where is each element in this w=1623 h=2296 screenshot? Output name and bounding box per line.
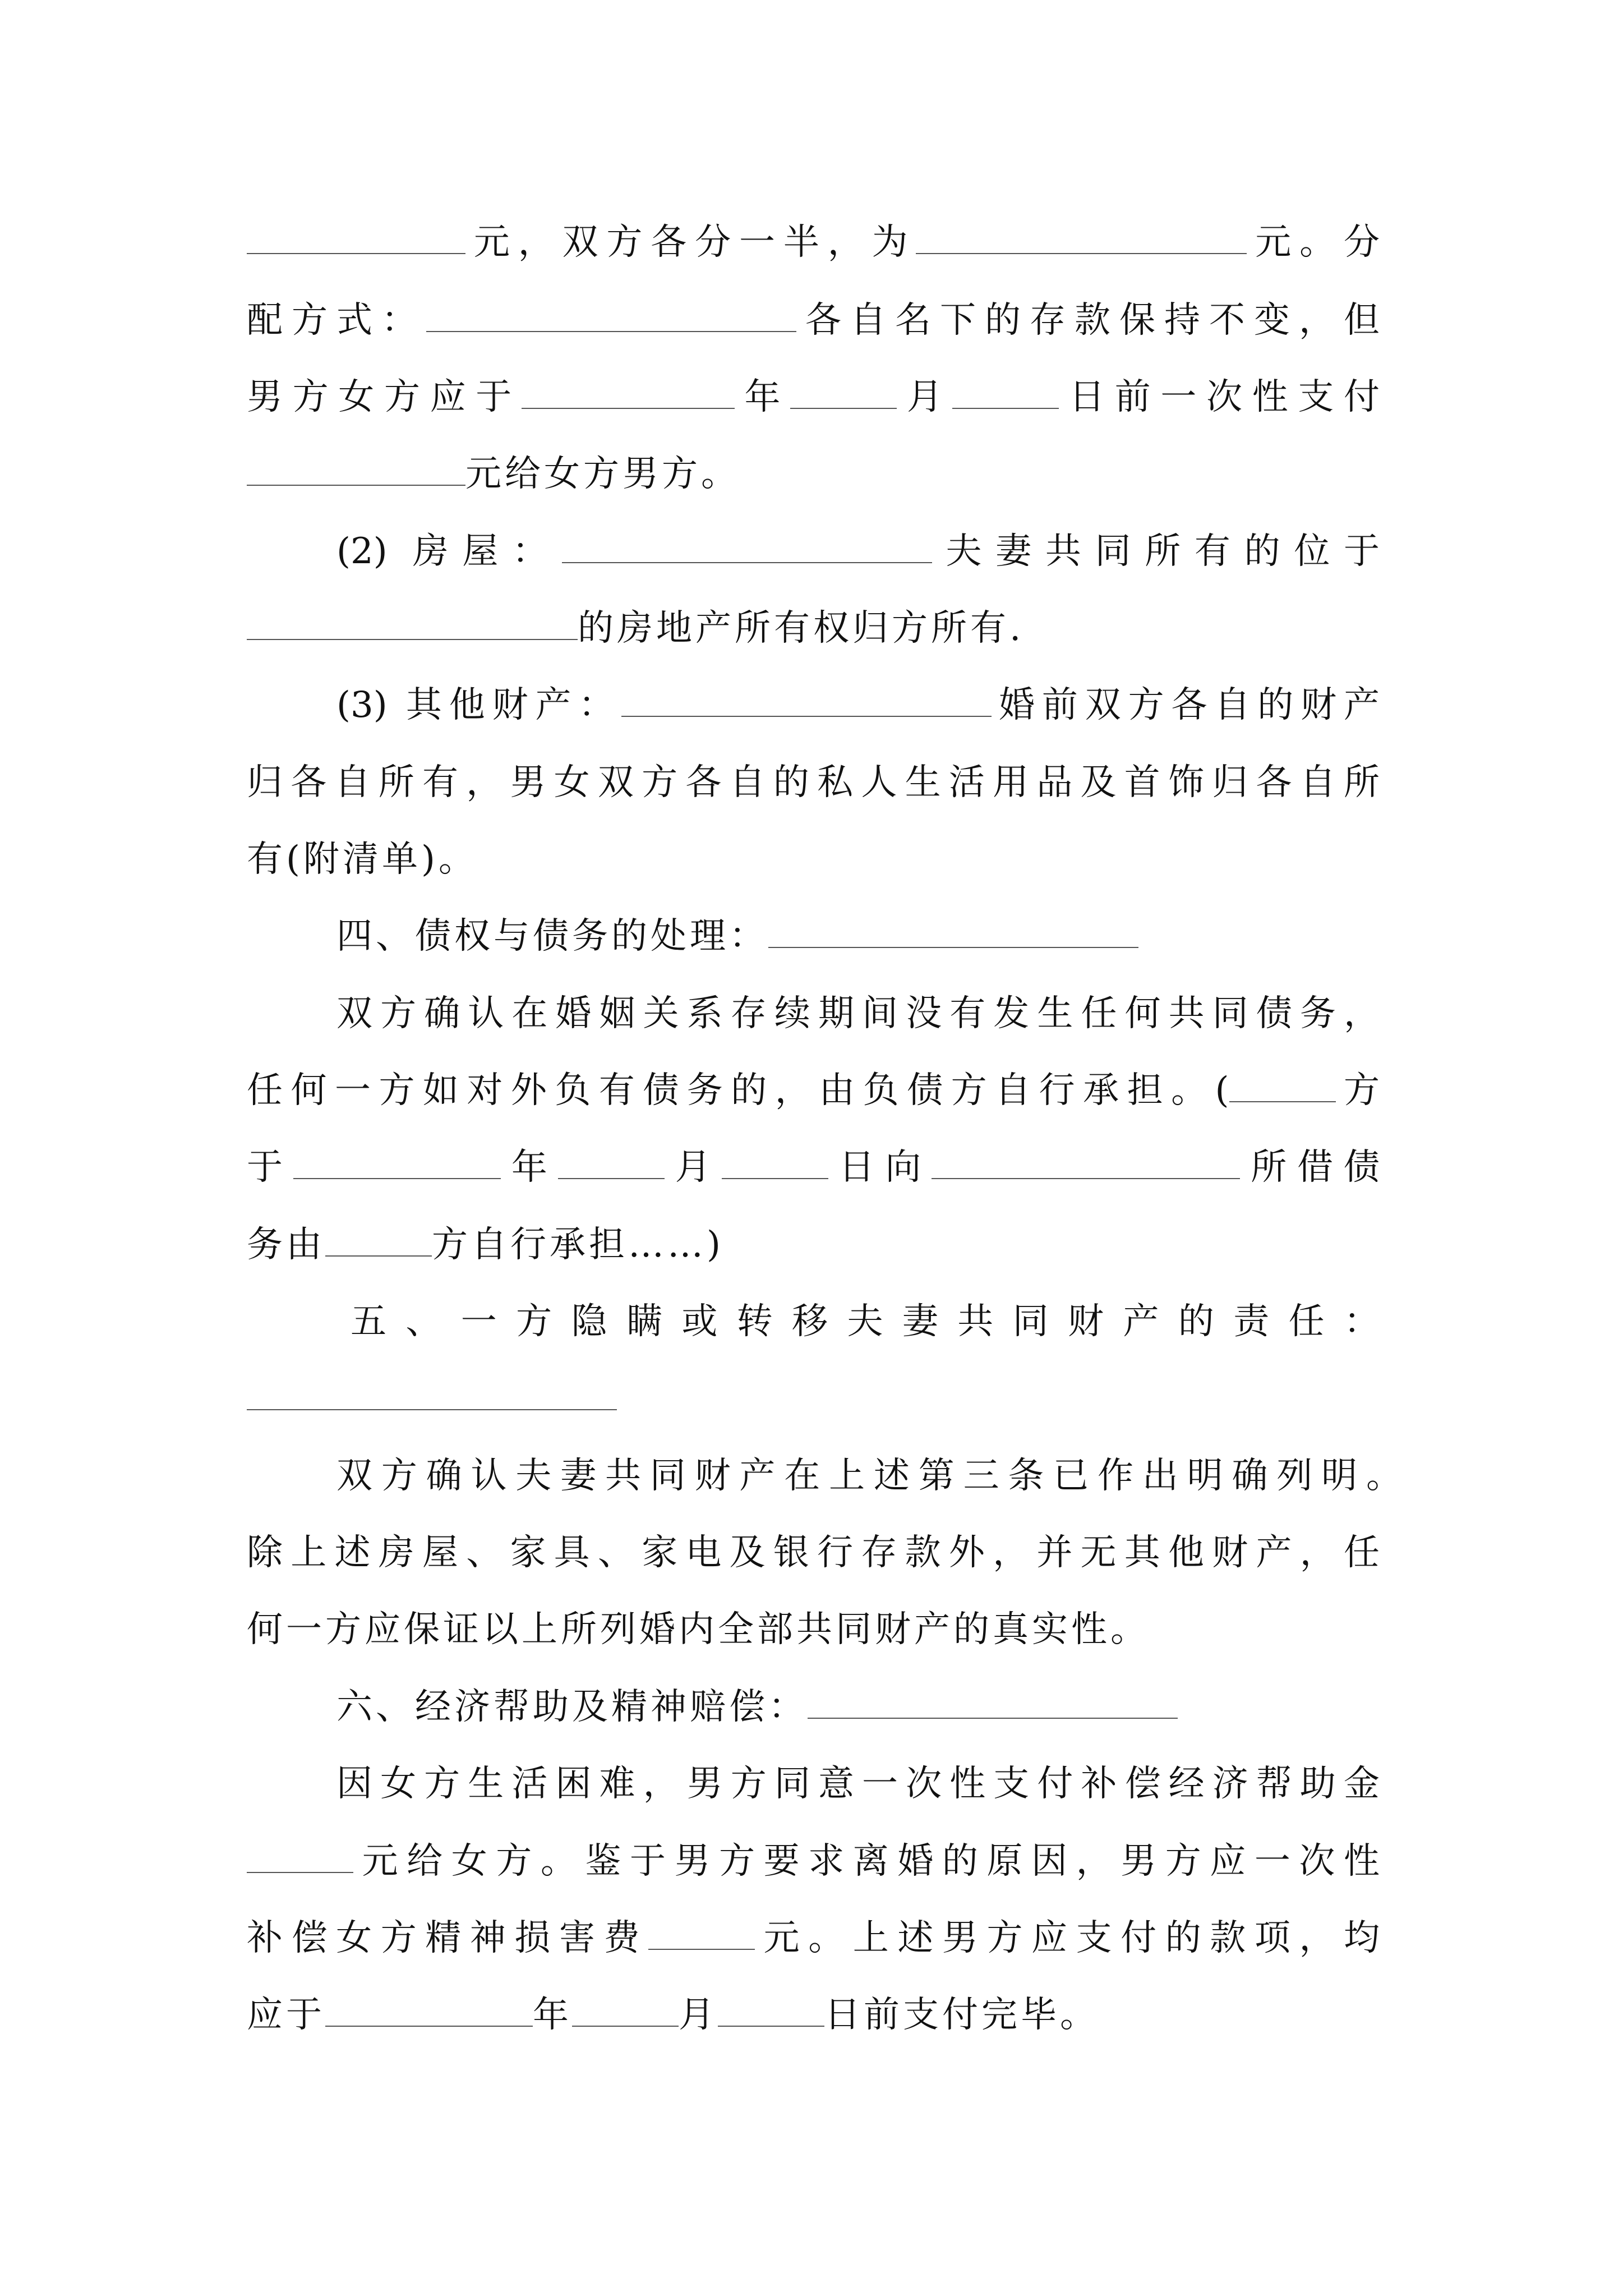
text-line — [247, 1370, 1380, 1427]
fill-blank — [808, 1685, 1178, 1719]
text-run: 日前支付完毕。 — [824, 1994, 1099, 2036]
text-line — [247, 1833, 1380, 1889]
text-line — [336, 677, 1380, 733]
text-run: 有(附清单)。 — [247, 839, 478, 880]
text-line — [247, 1525, 1380, 1581]
text-line — [336, 523, 1380, 579]
fill-blank — [1229, 1069, 1336, 1102]
text-line — [247, 1217, 1380, 1273]
text-run: 婚前双方各自的财产 — [992, 684, 1380, 726]
text-run: 六、经济帮助及精神赔偿： — [336, 1686, 808, 1728]
fill-blank — [562, 530, 932, 563]
text-run: 配方式： — [247, 300, 426, 341]
fill-blank — [247, 452, 465, 486]
text-run: 夫妻共同所有的位于 — [932, 531, 1380, 572]
section-heading — [336, 1679, 1380, 1735]
text-run: 月 — [664, 1147, 722, 1188]
fill-blank — [718, 1993, 824, 2027]
fill-blank — [558, 1145, 665, 1179]
text-run: 何一方应保证以上所列婚内全部共同财产的真实性。 — [247, 1609, 1150, 1650]
text-run: 四、债权与债务的处理： — [336, 915, 768, 957]
text-run: 的房地产所有权归方所有. — [578, 608, 1025, 649]
text-run: 月 — [679, 1994, 718, 2036]
fill-blank — [293, 1145, 501, 1179]
text-line — [247, 1062, 1380, 1119]
text-run: 双方确认在婚姻关系存续期间没有发生任何共同债务， — [336, 993, 1380, 1034]
text-run: 年 — [500, 1147, 558, 1188]
fill-blank — [247, 1839, 353, 1873]
text-run: 月 — [897, 376, 953, 418]
text-run: 方自行承担……) — [432, 1224, 724, 1266]
text-line — [247, 600, 1380, 656]
text-run: 元，双方各分一半，为 — [465, 222, 916, 263]
fill-blank — [522, 375, 735, 409]
text-run: 各自名下的存款保持不变，但 — [796, 300, 1380, 341]
fill-blank — [648, 1916, 755, 1950]
text-run: 日前一次性支付 — [1059, 376, 1380, 418]
text-line — [336, 986, 1380, 1042]
text-line — [247, 1987, 1380, 2043]
text-run: 五、一方隐瞒或转移夫妻共同财产的责任： — [351, 1301, 1380, 1342]
text-line — [247, 292, 1380, 348]
text-line — [247, 214, 1380, 270]
fill-blank — [247, 1377, 617, 1410]
text-run: 因女方生活困难，男方同意一次性支付补偿经济帮助金 — [336, 1763, 1380, 1805]
text-run: 归各自所有，男女双方各自的私人生活用品及首饰归各自所 — [247, 762, 1380, 803]
fill-blank — [426, 298, 796, 332]
text-line — [336, 1448, 1402, 1504]
section-heading — [351, 1294, 1380, 1350]
fill-blank — [768, 914, 1138, 948]
text-run: 所借债 — [1240, 1147, 1380, 1188]
text-line — [247, 1602, 1380, 1658]
text-line — [247, 369, 1380, 425]
text-line — [247, 1910, 1380, 1966]
text-line — [247, 1139, 1380, 1195]
text-run: 除上述房屋、家具、家电及银行存款外，并无其他财产，任 — [247, 1532, 1380, 1573]
text-run: (3) 其他财产： — [336, 684, 622, 726]
text-line — [247, 831, 1380, 887]
fill-blank — [325, 1993, 533, 2027]
text-run: 男方女方应于 — [247, 376, 522, 418]
text-run: 年 — [734, 376, 791, 418]
text-run: 方 — [1335, 1070, 1380, 1111]
text-line — [247, 754, 1380, 811]
fill-blank — [247, 220, 465, 254]
text-run: 应于 — [247, 1994, 325, 2036]
fill-blank — [952, 375, 1059, 409]
text-run: 元。上述男方应支付的款项，均 — [755, 1917, 1380, 1959]
text-line — [336, 1756, 1380, 1812]
fill-blank — [247, 606, 578, 640]
fill-blank — [932, 1145, 1240, 1179]
text-run: 年 — [533, 1994, 572, 2036]
fill-blank — [325, 1223, 432, 1257]
text-run: 元给女方。鉴于男方要求离婚的原因，男方应一次性 — [353, 1841, 1380, 1882]
text-run: 补偿女方精神损害费 — [247, 1917, 649, 1959]
text-run: 于 — [247, 1147, 293, 1188]
text-run: 元。分 — [1247, 222, 1380, 263]
text-run: 务由 — [247, 1224, 325, 1266]
fill-blank — [790, 375, 897, 409]
fill-blank — [621, 683, 992, 717]
text-run: (2) 房屋： — [336, 531, 562, 572]
text-run: 元给女方男方。 — [465, 453, 740, 495]
fill-blank — [572, 1993, 679, 2027]
text-run: 任何一方如对外负有债务的，由负债方自行承担。( — [247, 1070, 1229, 1111]
section-heading — [336, 908, 1380, 964]
fill-blank — [916, 220, 1247, 254]
text-run: 双方确认夫妻共同财产在上述第三条已作出明确列明。 — [336, 1455, 1402, 1497]
text-line — [247, 446, 1380, 502]
text-run: 日向 — [828, 1147, 932, 1188]
fill-blank — [722, 1145, 828, 1179]
